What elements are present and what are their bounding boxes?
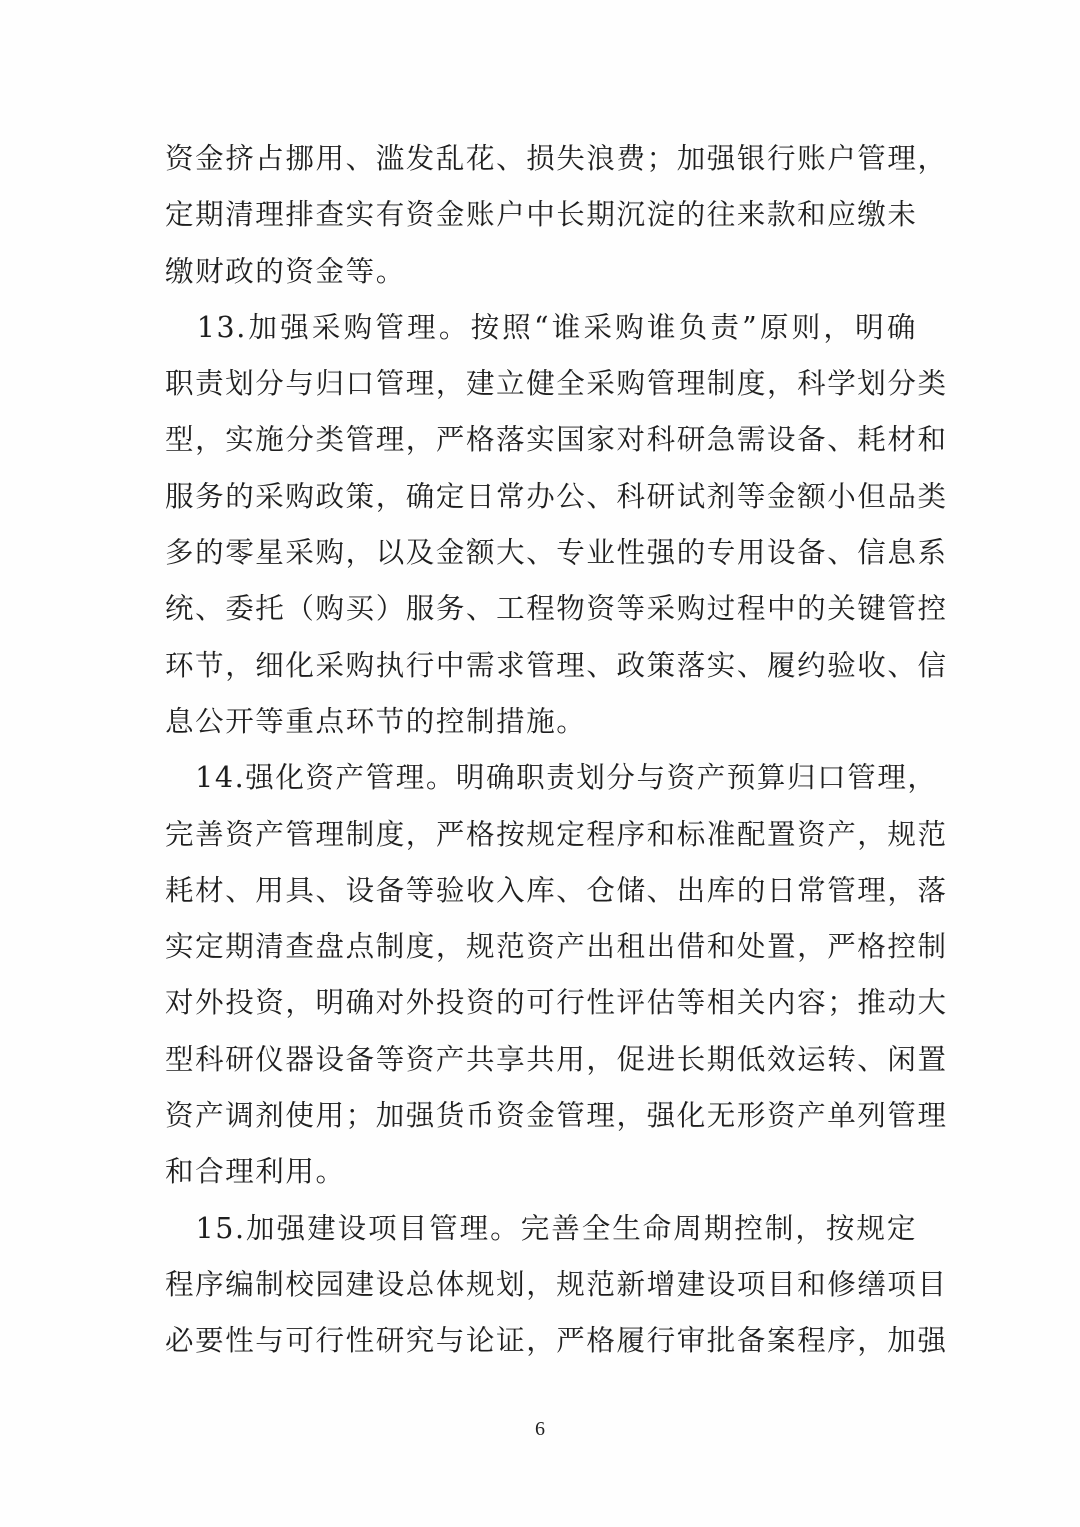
text-line: 程序编制校园建设总体规划，规范新增建设项目和修缮项目 <box>165 1267 948 1301</box>
page-number: 6 <box>535 1418 545 1440</box>
text-line: 职责划分与归口管理，建立健全采购管理制度，科学划分类 <box>165 367 948 401</box>
text-line: 资产调剂使用；加强货币资金管理，强化无形资产单列管理 <box>165 1099 948 1133</box>
text-line: 缴财政的资金等。 <box>165 254 406 288</box>
text-line: 定期清理排查实有资金账户中长期沉淀的往来款和应缴未 <box>165 198 918 232</box>
text-line: 完善资产管理制度，严格按规定程序和标准配置资产，规范 <box>165 817 948 851</box>
paragraph-13-heading-line: 13.加强采购管理。按照“谁采购谁负责”原则，明确 <box>165 310 917 344</box>
text-line: 统、委托（购买）服务、工程物资等采购过程中的关键管控 <box>165 592 948 626</box>
text-line: 和合理利用。 <box>165 1155 346 1189</box>
paragraph-14-heading-line: 14.强化资产管理。明确职责划分与资产预算归口管理， <box>165 761 938 795</box>
text-line: 必要性与可行性研究与论证，严格履行审批备案程序，加强 <box>165 1324 948 1358</box>
text-line: 耗材、用具、设备等验收入库、仓储、出库的日常管理，落 <box>165 873 948 907</box>
text-line: 环节，细化采购执行中需求管理、政策落实、履约验收、信 <box>165 648 948 682</box>
text-line: 息公开等重点环节的控制措施。 <box>165 704 587 738</box>
text-line: 资金挤占挪用、滥发乱花、损失浪费；加强银行账户管理， <box>165 142 948 175</box>
paragraph-15-heading-line: 15.加强建设项目管理。完善全生命周期控制，按规定 <box>165 1211 917 1245</box>
document-body <box>165 131 948 1370</box>
text-line: 服务的采购政策，确定日常办公、科研试剂等金额小但品类 <box>165 479 948 513</box>
text-line: 对外投资，明确对外投资的可行性评估等相关内容；推动大 <box>165 986 948 1020</box>
text-line: 型科研仪器设备等资产共享共用，促进长期低效运转、闲置 <box>165 1042 948 1076</box>
text-line: 型，实施分类管理，严格落实国家对科研急需设备、耗材和 <box>165 423 948 457</box>
text-line: 多的零星采购，以及金额大、专业性强的专用设备、信息系 <box>165 536 948 570</box>
text-line: 实定期清查盘点制度，规范资产出租出借和处置，严格控制 <box>165 930 948 964</box>
